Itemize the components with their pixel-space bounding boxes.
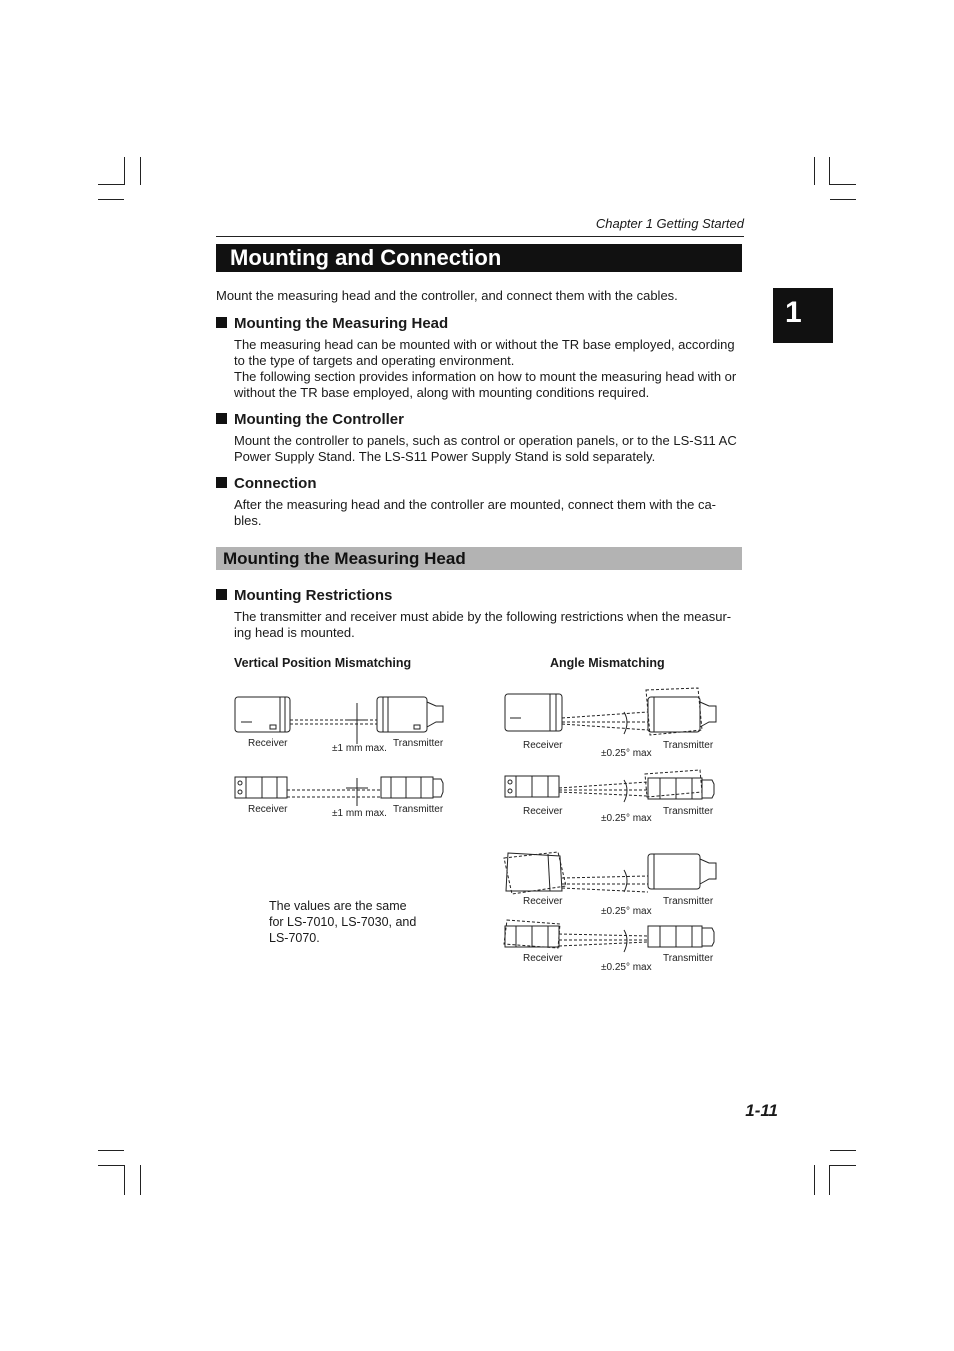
receiver-head-small-icon	[504, 920, 560, 948]
section-heading-text: Connection	[234, 475, 317, 492]
transmitter-label: Transmitter	[393, 804, 444, 815]
subsection-title: Mounting the Measuring Head	[223, 549, 466, 568]
section-heading-text: Mounting the Controller	[234, 411, 404, 428]
running-header: Chapter 1 Getting Started	[595, 216, 744, 231]
page-number: 1-11	[745, 1101, 778, 1120]
transmitter-head-icon	[648, 854, 716, 889]
receiver-head-small-icon	[235, 777, 287, 798]
text-line: Mount the controller to panels, such as control or operation panels, or to the LS-S11 AC	[234, 433, 737, 448]
chapter-number: 1	[785, 296, 802, 329]
receiver-label: Receiver	[523, 896, 563, 907]
transmitter-label: Transmitter	[393, 738, 444, 749]
intro-paragraph: Mount the measuring head and the controller, and connect them with the cables.	[216, 288, 678, 303]
vertical-figure-title: Vertical Position Mismatching	[234, 656, 412, 670]
receiver-head-icon	[504, 852, 566, 894]
receiver-label: Receiver	[248, 804, 288, 815]
text-line: to the type of targets and operating environment.	[234, 353, 515, 368]
angle-tolerance-label: ±0.25° max	[601, 748, 652, 759]
text-line: The values are the same	[269, 899, 407, 913]
receiver-label: Receiver	[523, 806, 563, 817]
text-line: bles.	[234, 513, 262, 528]
section-heading-text: Mounting the Measuring Head	[234, 315, 449, 332]
transmitter-label: Transmitter	[663, 740, 714, 751]
transmitter-head-small-icon	[381, 777, 443, 798]
transmitter-head-icon	[646, 688, 716, 735]
transmitter-head-small-icon	[648, 926, 714, 947]
text-line: After the measuring head and the controller are mounted, connect them with the ca-	[234, 497, 716, 512]
text-line: without the TR base employed, along with mounting conditions required.	[234, 385, 650, 400]
receiver-label: Receiver	[248, 738, 288, 749]
tolerance-label: ±1 mm max.	[332, 808, 387, 819]
angle-tolerance-label: ±0.25° max	[601, 906, 652, 917]
text-line: The following section provides information on how to mount the measuring head with or	[234, 369, 737, 384]
text-line: The measuring head can be mounted with or without the TR base employed, according	[234, 337, 735, 352]
section-heading-text: Mounting Restrictions	[234, 587, 393, 604]
text-line: Power Supply Stand. The LS-S11 Power Supply Stand is sold separately.	[234, 449, 656, 464]
angle-figure-title: Angle Mismatching	[550, 656, 665, 670]
transmitter-head-small-icon	[645, 770, 714, 799]
text-line: ing head is mounted.	[234, 625, 355, 640]
figure-note	[269, 898, 439, 946]
angle-tolerance-label: ±0.25° max	[601, 962, 652, 973]
tolerance-label: ±1 mm max.	[332, 743, 387, 754]
text-line: for LS-7010, LS-7030, and	[269, 915, 417, 929]
receiver-head-icon	[235, 697, 290, 732]
page-title: Mounting and Connection	[230, 245, 502, 270]
text-line: LS-7070.	[269, 931, 320, 945]
transmitter-label: Transmitter	[663, 806, 714, 817]
receiver-head-icon	[505, 694, 562, 731]
angle-tolerance-label: ±0.25° max	[601, 813, 652, 824]
transmitter-label: Transmitter	[663, 896, 714, 907]
text-line: The transmitter and receiver must abide by the following restrictions when the measur-	[234, 609, 732, 624]
transmitter-head-icon	[377, 697, 443, 732]
receiver-label: Receiver	[523, 953, 563, 964]
receiver-head-small-icon	[505, 776, 559, 797]
transmitter-label: Transmitter	[663, 953, 714, 964]
receiver-label: Receiver	[523, 740, 563, 751]
